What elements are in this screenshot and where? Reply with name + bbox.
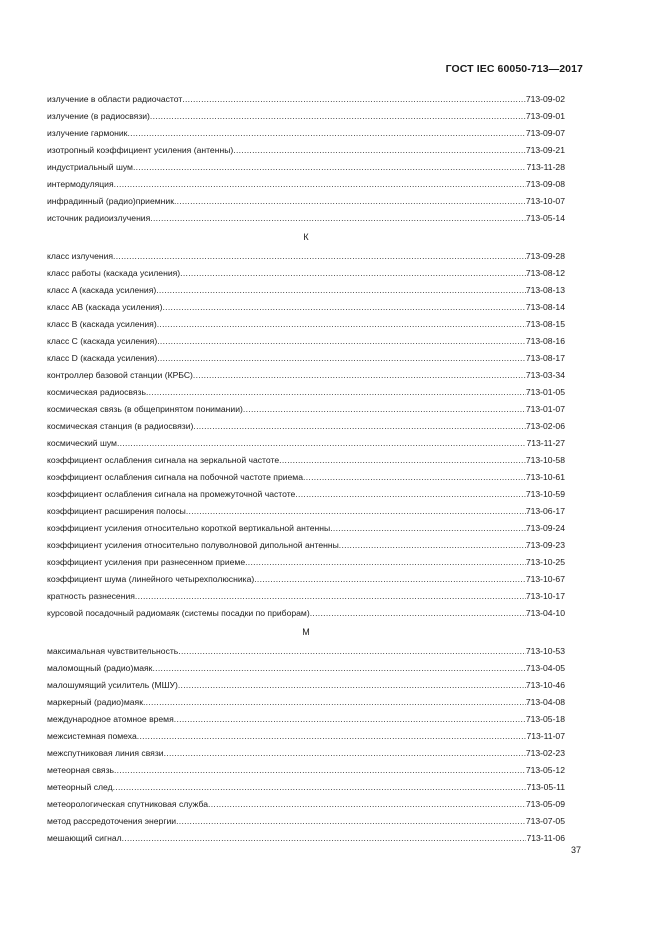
index-entry [47, 779, 565, 796]
dot-leader [137, 728, 527, 745]
index-entry [47, 435, 565, 452]
entry-code: 713-09-07 [525, 128, 565, 138]
index-entry [47, 588, 565, 605]
dot-leader [178, 643, 526, 660]
entry-code: 713-04-05 [525, 663, 565, 673]
index-entry [47, 571, 565, 588]
dot-leader [243, 401, 526, 418]
dot-leader [254, 571, 526, 588]
entry-term: кратность разнесения [47, 591, 135, 601]
entry-term: коэффициент ослабления сигнала на побочной частоте приема [47, 472, 303, 482]
dot-leader [330, 520, 526, 537]
entry-term: индустриальный шум [47, 162, 133, 172]
entry-term: излучение гармоник [47, 128, 128, 138]
dot-leader [133, 159, 526, 176]
entry-code: 713-09-21 [525, 145, 565, 155]
entry-code: 713-04-10 [525, 608, 565, 618]
entry-code: 713-05-18 [525, 714, 565, 724]
entry-term: излучение в области радиочастот [47, 94, 183, 104]
entry-term: класс D (каскада усиления) [47, 353, 158, 363]
entry-code: 713-05-11 [526, 782, 565, 792]
entry-code: 713-08-16 [525, 336, 565, 346]
entry-code: 713-08-12 [525, 268, 565, 278]
index-entry [47, 452, 565, 469]
entry-code: 713-02-06 [525, 421, 565, 431]
dot-leader [162, 299, 525, 316]
dot-leader [186, 503, 526, 520]
entry-code: 713-09-02 [525, 94, 565, 104]
dot-leader [233, 142, 526, 159]
index-entry [47, 503, 565, 520]
entry-term: класс AB (каскада усиления) [47, 302, 163, 312]
entry-code: 713-08-13 [525, 285, 565, 295]
entry-code: 713-05-09 [525, 799, 565, 809]
index-entry [47, 469, 565, 486]
index-entry [47, 210, 565, 227]
entry-term: источник радиоизлучения [47, 213, 151, 223]
dot-leader [150, 108, 526, 125]
index-entry [47, 265, 565, 282]
index-entry [47, 142, 565, 159]
entry-term: коэффициент усиления относительно полуволновой дипольной антенны [47, 540, 339, 550]
page-number: 37 [570, 845, 581, 855]
entry-code: 713-05-12 [525, 765, 565, 775]
index-entry [47, 316, 565, 333]
dot-leader [164, 745, 526, 762]
entry-term: межспутниковая линия связи [47, 748, 164, 758]
index-entry [47, 537, 565, 554]
entry-term: маркерный (радио)маяк [47, 697, 143, 707]
entry-term: малошумящий усилитель (МШУ) [47, 680, 178, 690]
entry-term: космическая станция (в радиосвязи) [47, 421, 194, 431]
entry-code: 713-03-34 [525, 370, 565, 380]
dot-leader [114, 762, 526, 779]
index-entry [47, 193, 565, 210]
dot-leader [245, 554, 526, 571]
entry-code: 713-09-08 [525, 179, 565, 189]
index-entry [47, 711, 565, 728]
entry-term: коэффициент расширения полосы [47, 506, 186, 516]
index-entry [47, 677, 565, 694]
dot-leader [157, 316, 526, 333]
dot-leader [303, 469, 526, 486]
entry-code: 713-09-01 [525, 111, 565, 121]
dot-leader [150, 210, 526, 227]
entry-code: 713-10-17 [525, 591, 565, 601]
entry-term: маломощный (радио)маяк [47, 663, 153, 673]
entry-code: 713-11-06 [526, 833, 565, 843]
dot-leader [146, 384, 526, 401]
entry-code: 713-10-59 [525, 489, 565, 499]
index-entry [47, 554, 565, 571]
section-letter: К [303, 232, 309, 242]
index-entry [47, 125, 565, 142]
index-entry [47, 418, 565, 435]
dot-leader [279, 452, 526, 469]
dot-leader [157, 333, 526, 350]
entry-code: 713-10-67 [525, 574, 565, 584]
entry-code: 713-01-07 [525, 404, 565, 414]
entry-term: изотропный коэффициент усиления (антенны) [47, 145, 234, 155]
index-entry [47, 660, 565, 677]
dot-leader [156, 282, 526, 299]
dot-leader [193, 418, 525, 435]
entry-term: межсистемная помеха [47, 731, 137, 741]
entry-term: космическая связь (в общепринятом понимании) [47, 404, 243, 414]
entry-term: класс излучения [47, 251, 114, 261]
index-entry [47, 694, 565, 711]
entry-code: 713-09-28 [525, 251, 565, 261]
entry-term: космическая радиосвязь [47, 387, 146, 397]
dot-leader [174, 193, 526, 210]
dot-leader [174, 711, 526, 728]
entry-code: 713-07-05 [525, 816, 565, 826]
entry-code: 713-10-25 [525, 557, 565, 567]
entry-code: 713-10-58 [525, 455, 565, 465]
entry-term: метод рассредоточения энергии [47, 816, 177, 826]
dot-leader [178, 677, 526, 694]
dot-leader [310, 605, 526, 622]
index-entry [47, 384, 565, 401]
dot-leader [182, 91, 526, 108]
dot-leader [122, 830, 527, 847]
entry-term: класс B (каскада усиления) [47, 319, 157, 329]
index-entry [47, 830, 565, 847]
entry-term: максимальная чувствительность [47, 646, 179, 656]
entry-term: коэффициент ослабления сигнала на промежуточной частоте [47, 489, 296, 499]
dot-leader [208, 796, 526, 813]
entry-code: 713-01-05 [525, 387, 565, 397]
dot-leader [176, 813, 526, 830]
index-entry [47, 796, 565, 813]
entry-term: космический шум [47, 438, 117, 448]
entry-term: мешающий сигнал [47, 833, 122, 843]
index-entry [47, 401, 565, 418]
index-entry [47, 159, 565, 176]
entry-code: 713-04-08 [525, 697, 565, 707]
entry-code: 713-02-23 [525, 748, 565, 758]
index-entry [47, 248, 565, 265]
index-entry [47, 643, 565, 660]
entry-code: 713-10-53 [525, 646, 565, 656]
dot-leader [180, 265, 526, 282]
entry-code: 713-10-61 [525, 472, 565, 482]
index-entry [47, 91, 565, 108]
index-entry [47, 486, 565, 503]
entry-term: контроллер базовой станции (КРБС) [47, 370, 193, 380]
dot-leader [114, 176, 526, 193]
entry-term: метеорный след [47, 782, 113, 792]
entry-term: коэффициент усиления при разнесенном приеме [47, 557, 246, 567]
entry-code: 713-09-23 [525, 540, 565, 550]
dot-leader [157, 350, 526, 367]
dot-leader [143, 694, 526, 711]
entry-code: 713-05-14 [525, 213, 565, 223]
index-entry [47, 745, 565, 762]
dot-leader [127, 125, 525, 142]
index-entry [47, 605, 565, 622]
index-entry [47, 728, 565, 745]
index-entry [47, 333, 565, 350]
entry-term: метеорологическая спутниковая служба [47, 799, 209, 809]
entry-term: метеорная связь [47, 765, 114, 775]
dot-leader [295, 486, 525, 503]
index-entry [47, 762, 565, 779]
dot-leader [193, 367, 526, 384]
dot-leader [117, 435, 527, 452]
entry-code: 713-06-17 [525, 506, 565, 516]
index-entry [47, 176, 565, 193]
entry-term: инфрадинный (радио)приемник [47, 196, 174, 206]
dot-leader [135, 588, 526, 605]
dot-leader [113, 248, 526, 265]
entry-term: класс C (каскада усиления) [47, 336, 158, 346]
entry-term: интермодуляция [47, 179, 114, 189]
entry-code: 713-08-15 [525, 319, 565, 329]
dot-leader [339, 537, 526, 554]
entry-code: 713-10-46 [525, 680, 565, 690]
entry-term: курсовой посадочный радиомаяк (системы посадки по приборам) [47, 608, 310, 618]
document-header: ГОСТ IEC 60050-713—2017 [445, 63, 583, 75]
entry-term: коэффициент усиления относительно короткой вертикальной антенны [47, 523, 331, 533]
index-entry [47, 813, 565, 830]
entry-code: 713-11-28 [526, 162, 565, 172]
entry-term: коэффициент ослабления сигнала на зеркальной частоте [47, 455, 280, 465]
entry-code: 713-08-14 [525, 302, 565, 312]
entry-term: международное атомное время [47, 714, 174, 724]
entry-term: излучение (в радиосвязи) [47, 111, 150, 121]
entry-code: 713-11-27 [526, 438, 565, 448]
dot-leader [152, 660, 525, 677]
entry-code: 713-10-07 [525, 196, 565, 206]
entry-term: коэффициент шума (линейного четырехполюсника) [47, 574, 255, 584]
entry-code: 713-08-17 [525, 353, 565, 363]
entry-code: 713-09-24 [525, 523, 565, 533]
index-entry [47, 367, 565, 384]
entry-term: класс A (каскада усиления) [47, 285, 157, 295]
index-entry [47, 299, 565, 316]
index-entry [47, 350, 565, 367]
dot-leader [113, 779, 527, 796]
entry-term: класс работы (каскада усиления) [47, 268, 181, 278]
index-entry [47, 108, 565, 125]
index-entry [47, 520, 565, 537]
entry-code: 713-11-07 [526, 731, 565, 741]
index-entry [47, 282, 565, 299]
index-list [47, 91, 565, 847]
section-letter: М [302, 627, 310, 637]
